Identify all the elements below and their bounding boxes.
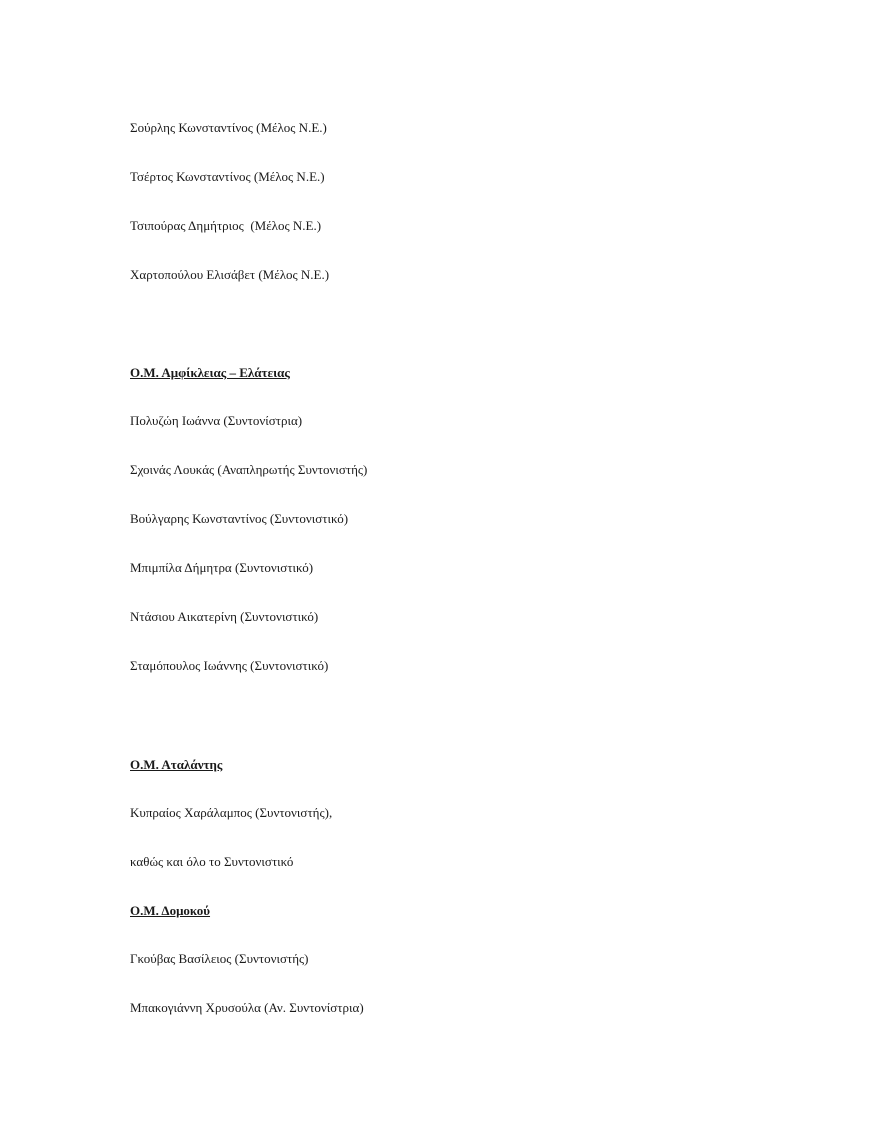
member-line: Γκούβας Βασίλειος (Συντονιστής) [130, 951, 309, 966]
section-heading: Ο.Μ. Αταλάντης [130, 757, 223, 772]
member-line: Μπιμπίλα Δήμητρα (Συντονιστικό) [130, 560, 314, 575]
member-line: Τσέρτος Κωνσταντίνος (Μέλος Ν.Ε.) [130, 169, 325, 184]
member-line: Βούλγαρης Κωνσταντίνος (Συντονιστικό) [130, 511, 349, 526]
member-line: Τσιπούρας Δημήτριος (Μέλος Ν.Ε.) [130, 218, 322, 233]
member-line: Σταμόπουλος Ιωάννης (Συντονιστικό) [130, 658, 329, 673]
section-heading: Ο.Μ. Δομοκού [130, 903, 211, 918]
member-line: Μπακογιάννη Χρυσούλα (Αν. Συντονίστρια) [130, 1000, 364, 1015]
section-heading: Ο.Μ. Αμφίκλειας – Ελάτειας [130, 365, 290, 380]
member-line: Ντάσιου Αικατερίνη (Συντονιστικό) [130, 609, 319, 624]
member-line: καθώς και όλο το Συντονιστικό [130, 854, 294, 869]
member-line: Σχοινάς Λουκάς (Αναπληρωτής Συντονιστής) [130, 462, 368, 477]
member-line: Πολυζώη Ιωάννα (Συντονίστρια) [130, 413, 303, 428]
member-line: Κυπραίος Χαράλαμπος (Συντονιστής), [130, 805, 333, 820]
member-line: Σούρλης Κωνσταντίνος (Μέλος Ν.Ε.) [130, 120, 327, 135]
member-line: Χαρτοπούλου Ελισάβετ (Μέλος Ν.Ε.) [130, 267, 330, 282]
